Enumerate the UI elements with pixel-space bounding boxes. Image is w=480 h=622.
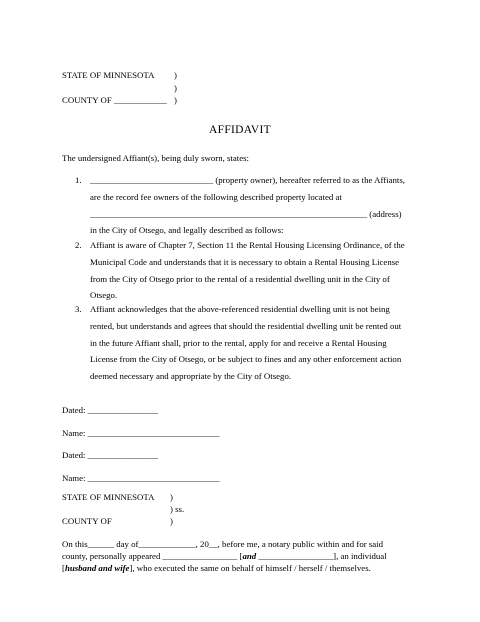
venue-county: COUNTY OF ____________	[62, 95, 167, 105]
venue-paren: )	[170, 492, 173, 502]
item-line: rented, but understands and agrees that should the residential dwelling unit be rented out	[90, 321, 402, 331]
item-line: are the record fee owners of the following described property located at	[90, 192, 342, 202]
notary-and: and	[242, 551, 257, 561]
item-line: deemed necessary and appropriate by the City of Otsego.	[90, 371, 292, 381]
venue-paren: )	[174, 95, 177, 105]
item-number: 2.	[75, 240, 82, 250]
item-line: License from the City of Otsego, or be subject to fines and any other enforcement action	[90, 354, 402, 364]
item-number: 1.	[75, 175, 82, 185]
notary-line-1: On this______ day of_____________, 20__, before me, a notary public within and for said	[62, 539, 384, 549]
item-line: in the future Affiant shall, prior to the rental, apply for and receive a Rental Housing	[90, 338, 387, 348]
venue-paren: )	[174, 70, 177, 80]
venue-county-row	[62, 95, 177, 105]
item-line: in the City of Otsego, and legally described as follows:	[90, 225, 284, 235]
dated-field[interactable]: Dated: ________________	[62, 405, 159, 415]
venue-paren: )	[170, 516, 173, 526]
venue-ss: ) ss.	[170, 504, 185, 514]
venue-state: STATE OF MINNESOTA	[62, 492, 155, 502]
name-field[interactable]: Name: ______________________________	[62, 428, 220, 438]
item-line: from the City of Otsego prior to the rental of a residential dwelling unit in the City of	[90, 274, 390, 284]
notary-paragraph	[62, 538, 434, 574]
venue-blank-row	[62, 83, 177, 93]
name-field[interactable]: Name: ______________________________	[62, 473, 220, 483]
item-line: ____________________________ (property owner), hereafter referred to as the Affiants,	[90, 175, 405, 185]
item-number: 3.	[75, 304, 82, 314]
item-line: Otsego.	[90, 290, 118, 300]
item-line: Affiant is aware of Chapter 7, Section 11 the Rental Housing Licensing Ordinance, of the	[90, 240, 405, 250]
venue-state: STATE OF MINNESOTA	[62, 70, 155, 80]
item-line: Municipal Code and understands that it is necessary to obtain a Rental Housing License	[90, 257, 400, 267]
venue-county: COUNTY OF	[62, 516, 112, 526]
document-title: AFFIDAVIT	[209, 124, 271, 136]
intro-text: The undersigned Affiant(s), being duly sworn, states:	[62, 153, 249, 163]
item-line: Affiant acknowledges that the above-referenced residential dwelling unit is not being	[90, 304, 390, 314]
venue-paren: )	[174, 83, 177, 93]
venue-state-row	[62, 70, 177, 80]
notary-line-2: county, personally appeared _________________ [and _________________], an individual	[62, 551, 387, 561]
notary-line-3: [husband and wife], who executed the same on behalf of himself / herself / themselves.	[62, 563, 371, 573]
dated-field[interactable]: Dated: ________________	[62, 450, 159, 460]
notary-husband-wife: husband and wife	[64, 563, 130, 573]
item-line: _______________________________________________________________ (address)	[90, 209, 402, 219]
